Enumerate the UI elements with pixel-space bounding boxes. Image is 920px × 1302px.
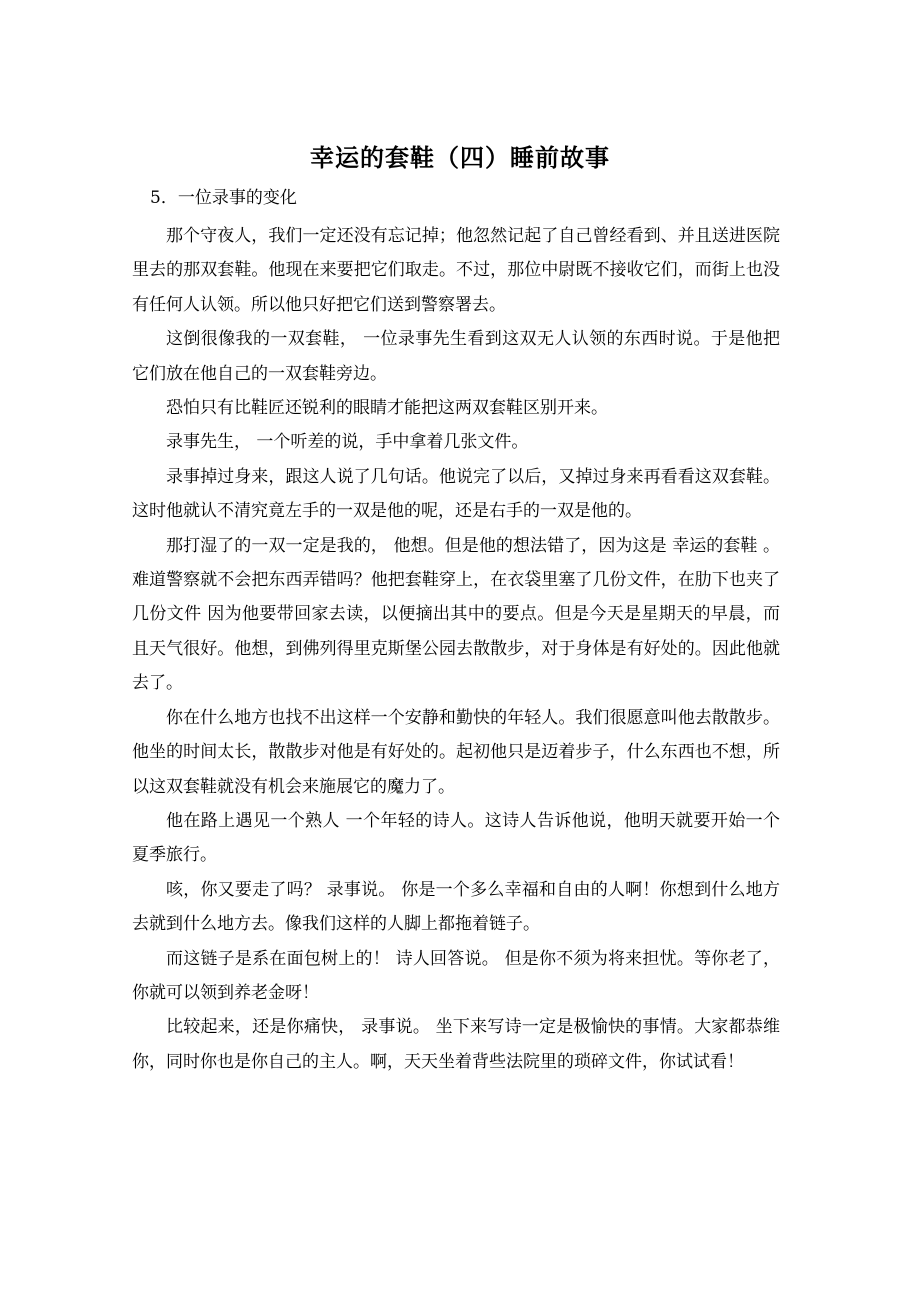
- document-body: [132, 219, 780, 1079]
- paragraph: 恐怕只有比鞋匠还锐利的眼睛才能把这两双套鞋区别开来。: [166, 398, 608, 419]
- paragraph: 他在路上遇见一个熟人 一个年轻的诗人。这诗人告诉他说，他明天就要开始一个夏季旅行。: [132, 810, 780, 866]
- paragraph: 录事先生， 一个听差的说，手中拿着几张文件。: [166, 432, 529, 453]
- paragraph: 你在什么地方也找不出这样一个安静和勤快的年轻人。我们很愿意叫他去散散步。他坐的时间太长，散散步对他是有好处的。起初他只是迈着步子，什么东西也不想，所以这双套鞋就没有机会来施展它的魔力了。: [132, 707, 780, 797]
- document-title: 幸运的套鞋（四）睡前故事: [310, 144, 610, 172]
- paragraph: 这倒很像我的一双套鞋， 一位录事先生看到这双无人认领的东西时说。于是他把它们放在他自己的一双套鞋旁边。: [132, 329, 780, 384]
- paragraph: 录事掉过身来，跟这人说了几句话。他说完了以后，又掉过身来再看看这双套鞋。这时他就认不清究竟左手的一双是他的呢，还是右手的一双是他的。: [132, 466, 780, 522]
- section-heading: 5．一位录事的变化: [150, 188, 297, 208]
- paragraph: 那打湿了的一双一定是我的， 他想。但是他的想法错了，因为这是 幸运的套鞋 。难道警察就不会把东西弄错吗？他把套鞋穿上，在衣袋里塞了几份文件，在肋下也夹了几份文件 因为他要带回家去读，以便摘出其中的要点。但是今天是星期天的早晨，而且天气很好。他想，到佛列得里克斯堡公园去散散步，对于身体是有好处的。因此他就去了。: [132, 535, 780, 694]
- paragraph: 而这链子是系在面包树上的！ 诗人回答说。 但是你不须为将来担忧。等你老了，你就可以领到养老金呀！: [132, 948, 780, 1003]
- paragraph: 咳，你又要走了吗？ 录事说。 你是一个多么幸福和自由的人啊！你想到什么地方去就到什么地方去。像我们这样的人脚上都拖着链子。: [132, 879, 780, 935]
- paragraph: 那个守夜人，我们一定还没有忘记掉；他忽然记起了自己曾经看到、并且送进医院里去的那双套鞋。他现在来要把它们取走。不过，那位中尉既不接收它们，而街上也没有任何人认领。所以他只好把它们送到警察署去。: [132, 226, 780, 315]
- paragraph: 比较起来，还是你痛快， 录事说。 坐下来写诗一定是极愉快的事情。大家都恭维你，同时你也是你自己的主人。啊，天天坐着背些法院里的琐碎文件，你试试看！: [132, 1017, 780, 1072]
